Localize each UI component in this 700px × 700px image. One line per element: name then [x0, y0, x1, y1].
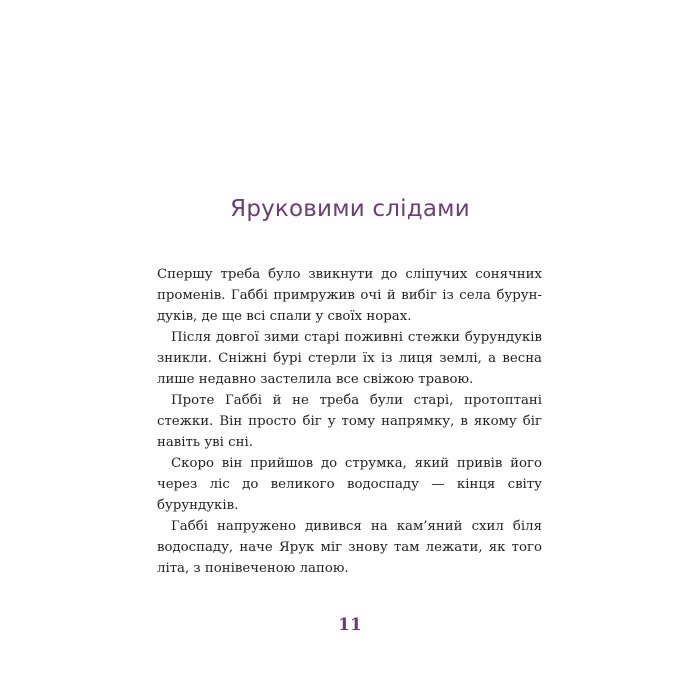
text-line: літа, з понівеченою лапою. [157, 561, 349, 576]
text-line: бурундуків. [157, 498, 239, 513]
text-line: лише недавно застелила все свіжою травою. [157, 372, 474, 387]
chapter-body [157, 264, 542, 579]
text-line: Проте Габбі й не треба були старі, протоптані [171, 393, 542, 408]
text-line: Спершу треба було звикнути до сліпучих сонячних [157, 267, 542, 282]
text-line: стежки. Він просто біг у тому напрямку, в якому біг [157, 414, 542, 429]
text-line: променів. Габбі примружив очі й вибіг із села бурун- [157, 288, 542, 303]
text-line: дуків, де ще всі спали у своїх норах. [157, 309, 412, 324]
paragraph-5 [157, 516, 542, 579]
text-line: Скоро він прийшов до струмка, який привів його [171, 456, 542, 471]
page-number: 11 [338, 615, 362, 635]
paragraph-4 [157, 453, 542, 516]
paragraph-3 [157, 390, 542, 453]
chapter-title: Яруковими слідами [230, 196, 470, 222]
text-line: Габбі напружено дивився на кам’яний схил біля [171, 519, 542, 534]
text-line: водоспаду, наче Ярук міг знову там лежати, як того [157, 540, 542, 555]
paragraph-1 [157, 264, 542, 327]
text-line: Після довгої зими старі поживні стежки бурундуків [171, 330, 542, 345]
paragraph-2 [157, 327, 542, 390]
text-line: через ліс до великого водоспаду — кінця світу [157, 477, 542, 492]
text-line: навіть уві сні. [157, 435, 253, 450]
text-line: зникли. Сніжні бурі стерли їх із лиця землі, а весна [157, 351, 542, 366]
